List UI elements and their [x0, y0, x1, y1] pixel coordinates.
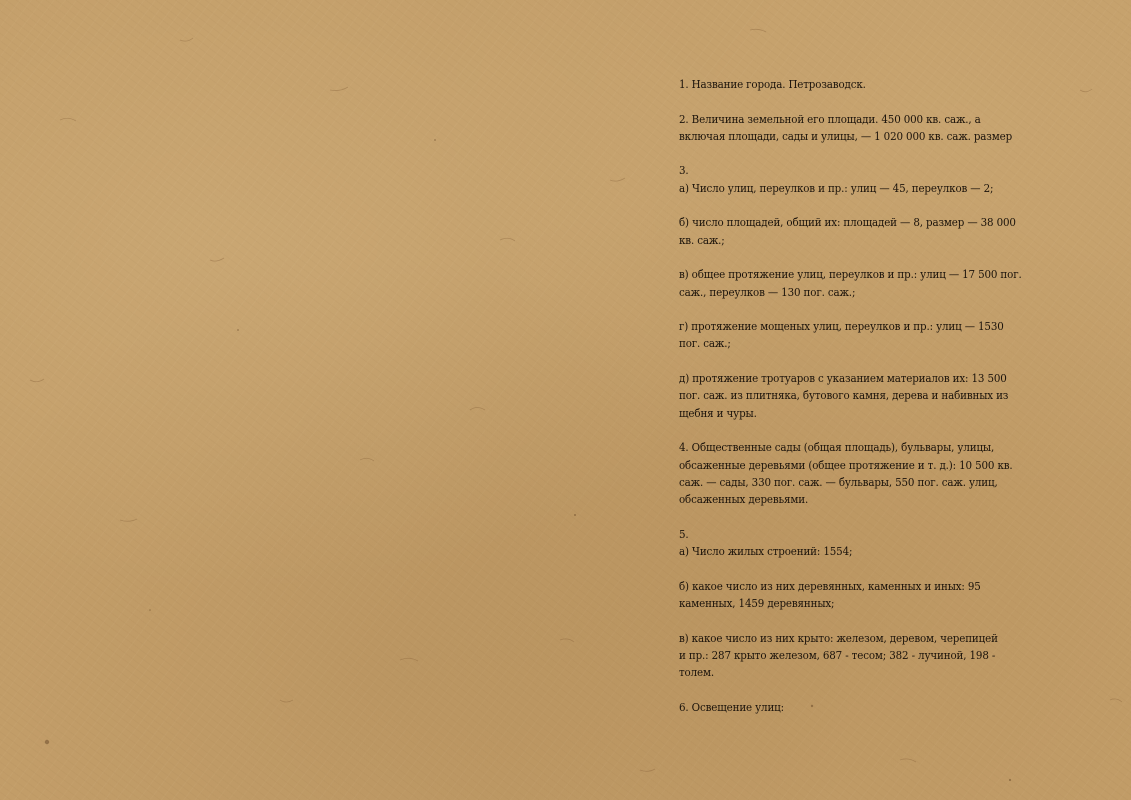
- field-3b-squares-count: б) число площадей, общий их: площадей — 8, размер — 38 000 кв. саж.;: [679, 216, 1016, 247]
- field-4-public-gardens: 4. Общественные сады (общая площадь), бульвары, улицы, обсаженные деревьями (общее протяжение и т. д.): 10 500 кв. саж. — сады, 330 пог. саж. — бульвары, 550 пог. саж. улиц, обсаженных деревьями.: [679, 441, 1013, 507]
- document-text: [679, 76, 1047, 733]
- field-3g-paved-streets: г) протяжение мощеных улиц, переулков и пр.: улиц — 1530 пог. саж.;: [679, 320, 1004, 351]
- field-1-city-name: 1. Название города. Петрозаводск.: [679, 78, 866, 91]
- field-3d-sidewalks: д) протяжение тротуаров с указанием материалов их: 13 500 пог. саж. из плитняка, бутового камня, дерева и набивных из щебня и чуры.: [679, 372, 1009, 420]
- section-5-heading: 5.: [679, 527, 689, 541]
- field-5b-building-materials: б) какое число из них деревянных, каменных и иных: 95 каменных, 1459 деревянных;: [679, 579, 981, 610]
- section-3-heading: 3.: [679, 164, 689, 178]
- field-3v-streets-length: в) общее протяжение улиц, переулков и пр.: улиц — 17 500 пог. саж., переулков — 130 пог. саж.;: [679, 268, 1022, 299]
- field-5v-roofing: в) какое число из них крыто: железом, деревом, черепицей и пр.: 287 крыто железом, 687 - тесом; 382 - лучиной, 198 - толем.: [679, 631, 998, 680]
- field-2-land-area: 2. Величина земельной его площади. 450 000 кв. саж., а включая площади, сады и улицы, — 1 020 000 кв. саж. размер: [679, 112, 1013, 143]
- field-3a-streets-count: а) Число улиц, переулков и пр.: улиц — 45, переулков — 2;: [679, 181, 994, 195]
- field-6-street-lighting: 6. Освещение улиц:: [679, 700, 784, 714]
- field-5a-dwellings-count: а) Число жилых строений: 1554;: [679, 545, 853, 559]
